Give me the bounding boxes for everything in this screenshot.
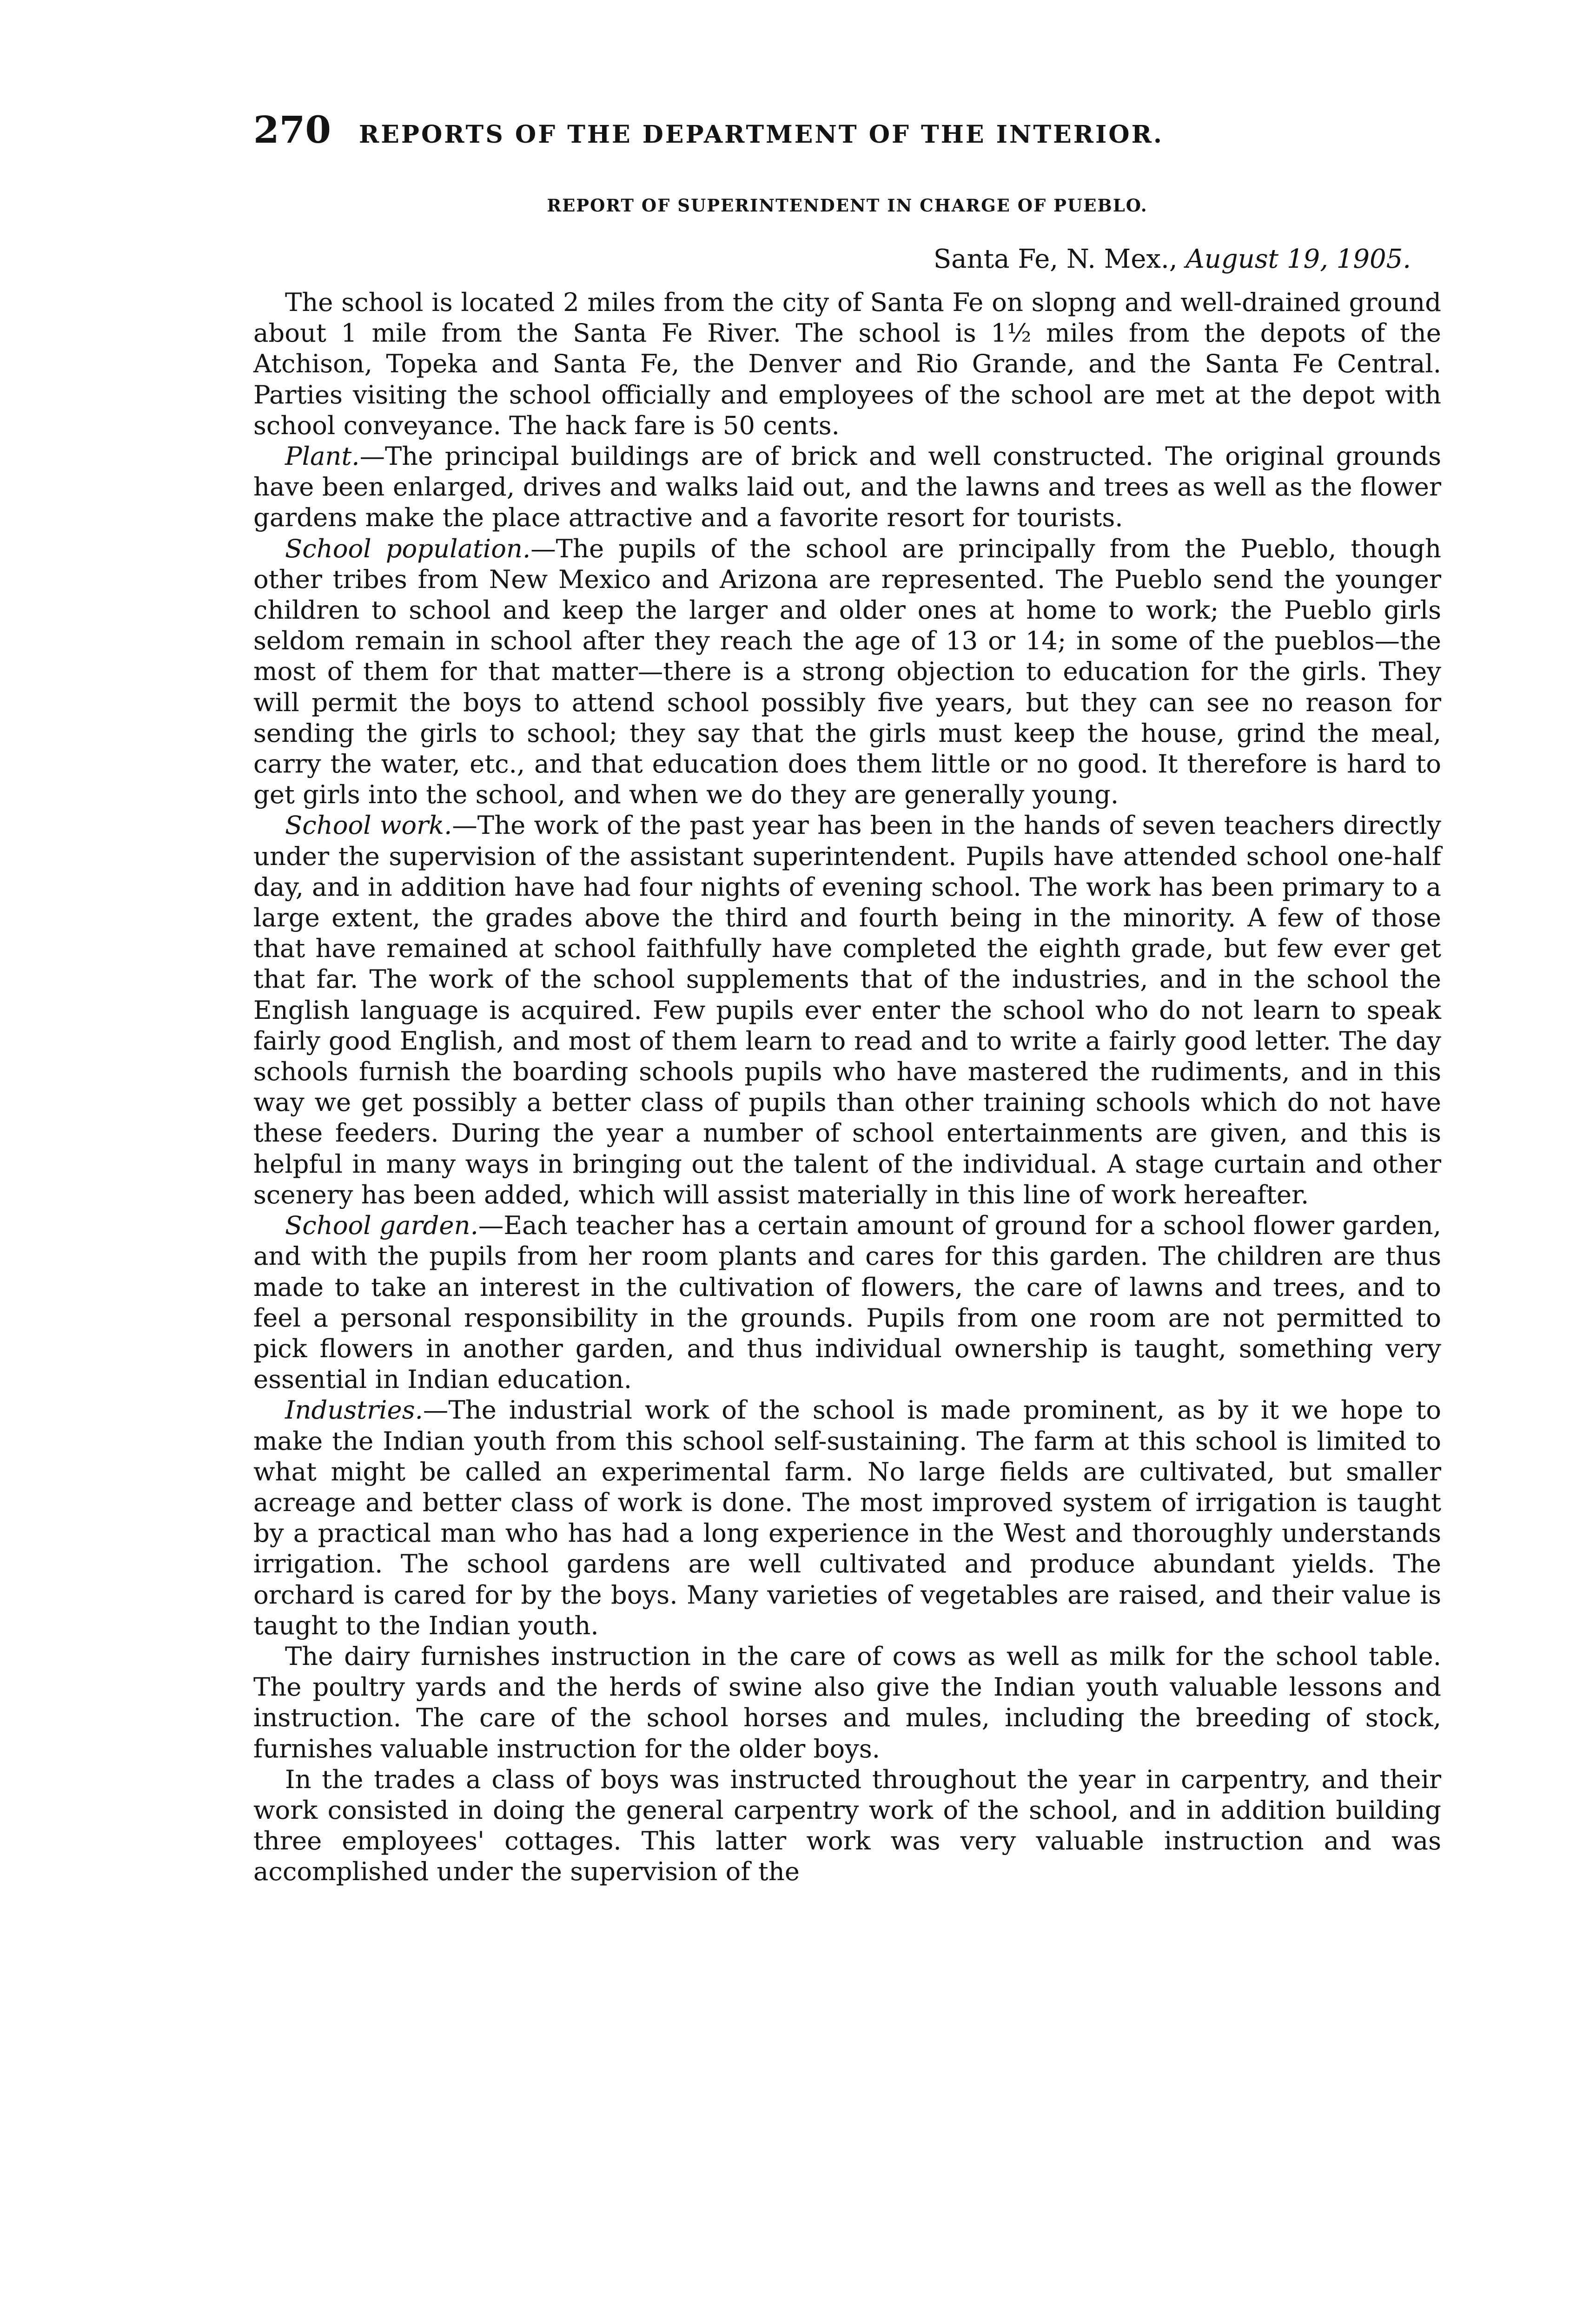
paragraph-text: —The industrial work of the school is made prominent, as by it we hope to make the Indian youth from this school self-sustaining. The farm at this school is limited to what might be called an experimental farm. No large fields are cultivated, but smaller acreage and better class of work is done. The most improved system of irrigation is taught by a practical man who has had a long experience in the West and thoroughly understands irrigation. The school gardens are well cultivated and produce abundant yields. The orchard is cared for by the boys. Many varieties of vegetables are raised, and their value is taught to the Indian youth.: [253, 1395, 1441, 1640]
running-head: [253, 108, 1444, 159]
paragraph-plant: [253, 441, 1441, 534]
paragraph-school-population: [253, 534, 1441, 811]
running-title: REPORTS OF THE DEPARTMENT OF THE INTERIOR.: [359, 120, 1164, 149]
report-body: [253, 287, 1441, 1888]
paragraph-school-garden: [253, 1210, 1441, 1395]
paragraph-lead: School population.: [285, 534, 531, 563]
paragraph-trades: [253, 1764, 1441, 1888]
paragraph-lead: Industries.: [285, 1395, 423, 1425]
paragraph-lead: Plant.: [285, 442, 360, 471]
paragraph-school-work: [253, 810, 1441, 1210]
paragraph-text: In the trades a class of boys was instructed throughout the year in carpentry, and their work consisted in doing the general carpentry work of the school, and in addition building three employees' cottages. This latter work was very valuable instruction and was accomplished under the supervision of the: [253, 1764, 1441, 1887]
paragraph-dairy: [253, 1641, 1441, 1764]
paragraph-text: —The pupils of the school are principally from the Pueblo, though other tribes from New Mexico and Arizona are represented. The Pueblo send the younger children to school and keep the larger and older ones at home to work; the Pueblo girls seldom remain in school after they reach the age of 13 or 14; in some of the pueblos—the most of them for that matter—there is a strong objection to education for the girls. They will permit the boys to attend school possibly five years, but they can see no reason for sending the girls to school; they say that the girls must keep the house, grind the meal, carry the water, etc., and that education does them little or no good. It therefore is hard to get girls into the school, and when we do they are generally young.: [253, 534, 1441, 810]
paragraph-text: —Each teacher has a certain amount of ground for a school flower garden, and with the pupils from her room plants and cares for this garden. The children are thus made to take an interest in the cultivation of flowers, the care of lawns and trees, and to feel a personal responsibility in the grounds. Pupils from one room are not permitted to pick flowers in another garden, and thus individual ownership is taught, something very essential in Indian education.: [253, 1211, 1441, 1394]
dateline-date: August 19, 1905.: [1186, 244, 1411, 274]
paragraph-industries: [253, 1395, 1441, 1641]
report-title: REPORT OF SUPERINTENDENT IN CHARGE OF PUEBLO.: [547, 195, 1148, 216]
page-number: 270: [253, 108, 331, 152]
paragraph-lead: School work.: [285, 811, 452, 840]
dateline: [253, 244, 1411, 274]
paragraph-lead: School garden.: [285, 1211, 478, 1241]
dateline-place: Santa Fe, N. Mex.,: [933, 244, 1178, 274]
paragraph-text: The school is located 2 miles from the city of Santa Fe on slopng and well-drained ground about 1 mile from the Santa Fe River. The school is 1½ miles from the depots of the Atchison, Topeka and Santa Fe, the Denver and Rio Grande, and the Santa Fe Central. Parties visiting the school officially and employees of the school are met at the depot with school conveyance. The hack fare is 50 cents.: [253, 288, 1441, 440]
paragraph-text: —The principal buildings are of brick and well constructed. The original grounds have been enlarged, drives and walks laid out, and the lawns and trees as well as the flower gardens make the place attractive and a favorite resort for tourists.: [253, 442, 1441, 533]
paragraph-text: —The work of the past year has been in the hands of seven teachers directly under the supervision of the assistant superintendent. Pupils have attended school one-half day, and in addition have had four nights of evening school. The work has been primary to a large extent, the grades above the third and fourth being in the minority. A few of those that have remained at school faithfully have completed the eighth grade, but few ever get that far. The work of the school supplements that of the industries, and in the school the English language is acquired. Few pupils ever enter the school who do not learn to speak fairly good English, and most of them learn to read and to write a fairly good letter. The day schools furnish the boarding schools pupils who have mastered the rudiments, and in this way we get possibly a better class of pupils than other training schools which do not have these feeders. During the year a number of school entertainments are given, and this is helpful in many ways in bringing out the talent of the individual. A stage curtain and other scenery has been added, which will assist materially in this line of work hereafter.: [253, 811, 1441, 1209]
paragraph-location: [253, 287, 1441, 441]
paragraph-text: The dairy furnishes instruction in the care of cows as well as milk for the school table. The poultry yards and the herds of swine also give the Indian youth valuable lessons and instruction. The care of the school horses and mules, including the breeding of stock, furnishes valuable instruction for the older boys.: [253, 1641, 1441, 1763]
